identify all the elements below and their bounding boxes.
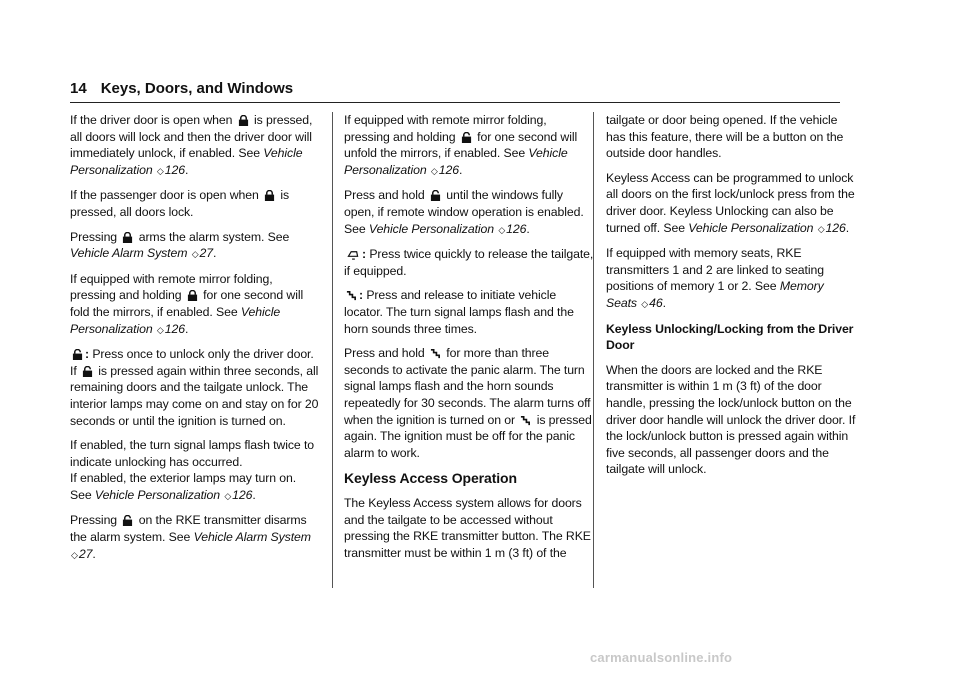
- reference-arrow-icon: ◇: [498, 224, 506, 235]
- vehicle-locator-icon: [520, 415, 531, 426]
- reference-arrow-icon: ◇: [817, 223, 825, 234]
- column-1: [70, 112, 320, 571]
- paragraph: If equipped with memory seats, RKE transmitters 1 and 2 are linked to seating positions of memory 1 or 2. See Memory Seats ◇46.: [606, 246, 824, 310]
- paragraph: : Press once to unlock only the driver door. If is pressed again within three seconds, all remaining doors and the tailgate unlock. The interior lamps may come on and stay on for 20 seconds or until the ignition is turned on.: [70, 347, 319, 428]
- vehicle-locator-icon: [346, 290, 357, 301]
- page-reference[interactable]: 27: [199, 246, 214, 261]
- page-reference[interactable]: 126: [164, 321, 185, 336]
- subheading: Keyless Unlocking/Locking from the Driver Door: [606, 321, 854, 353]
- paragraph: If enabled, the turn signal lamps flash twice to indicate unlocking has occurred. If enabled, the exterior lamps may turn on. See Vehicle Personalization ◇126.: [70, 438, 315, 502]
- cross-reference[interactable]: Vehicle Personalization: [70, 146, 303, 177]
- cross-reference[interactable]: Vehicle Personalization: [344, 146, 568, 177]
- unlock-icon: [461, 132, 472, 143]
- page-reference[interactable]: 126: [506, 221, 527, 236]
- paragraph: Pressing arms the alarm system. See Vehicle Alarm System ◇27.: [70, 229, 290, 261]
- paragraph: If equipped with remote mirror folding, pressing and holding for one second will fold the mirrors, if enabled. See Vehicle Personalization ◇126.: [70, 271, 304, 336]
- paragraph: Press and hold until the windows fully open, if remote window operation is enabled. See Vehicle Personalization ◇126.: [344, 188, 584, 236]
- reference-arrow-icon: ◇: [191, 249, 199, 260]
- lock-icon: [238, 115, 249, 126]
- page-number: 14: [70, 80, 87, 97]
- header-rule: [70, 102, 840, 103]
- unlock-icon: [430, 190, 441, 201]
- page-header: [70, 80, 840, 97]
- lock-icon: [122, 232, 133, 243]
- paragraph: : Press and release to initiate vehicle locator. The turn signal lamps flash and the horn sounds three times.: [344, 288, 574, 336]
- reference-arrow-icon: ◇: [430, 165, 438, 176]
- paragraph: If equipped with remote mirror folding, pressing and holding for one second will unfold the mirrors, if enabled. See Vehicle Personalization ◇126.: [344, 113, 578, 177]
- cross-reference[interactable]: Vehicle Personalization: [94, 487, 220, 502]
- reference-arrow-icon: ◇: [224, 490, 232, 501]
- column-divider: [332, 112, 333, 588]
- cross-reference[interactable]: Vehicle Alarm System: [193, 530, 311, 545]
- page-reference[interactable]: 27: [78, 546, 93, 561]
- paragraph: : Press twice quickly to release the tailgate, if equipped.: [344, 247, 594, 278]
- paragraph: The Keyless Access system allows for doors and the tailgate to be accessed without pressing the RKE transmitter button. The RKE transmitter must be within 1 m (3 ft) of the: [344, 496, 591, 561]
- paragraph: Keyless Access can be programmed to unlock all doors on the first lock/unlock press from the driver door. Keyless Unlocking can also be turned off. See Vehicle Personalization ◇126.: [606, 170, 855, 235]
- reference-arrow-icon: ◇: [156, 324, 164, 335]
- page-reference[interactable]: 46: [649, 295, 663, 310]
- lock-icon: [187, 290, 198, 301]
- paragraph: When the doors are locked and the RKE transmitter is within 1 m (3 ft) of the door handle, pressing the lock/unlock button on the driver door handle will unlock the driver door. If the lock/unlock button is pressed again within five seconds, all passenger doors and the tailgate will unlock.: [606, 362, 856, 477]
- paragraph: If the driver door is open when is pressed, all doors will lock and then the driver door will immediately unlock, if enabled. See Vehicle Personalization ◇126.: [70, 113, 313, 177]
- column-divider: [593, 112, 594, 588]
- cross-reference[interactable]: Memory Seats: [606, 279, 824, 310]
- cross-reference[interactable]: Vehicle Personalization: [70, 304, 281, 336]
- cross-reference[interactable]: Vehicle Alarm System: [70, 246, 188, 261]
- unlock-icon: [72, 349, 83, 360]
- paragraph: If the passenger door is open when is pressed, all doors lock.: [70, 188, 290, 219]
- unlock-icon: [122, 515, 133, 526]
- column-3: [606, 112, 856, 486]
- page-reference[interactable]: 126: [232, 487, 253, 502]
- page-reference[interactable]: 126: [438, 162, 459, 177]
- paragraph: Pressing on the RKE transmitter disarms the alarm system. See Vehicle Alarm System ◇27.: [70, 513, 311, 561]
- reference-arrow-icon: ◇: [641, 298, 649, 309]
- cross-reference[interactable]: Vehicle Personalization: [368, 221, 494, 236]
- chapter-title: Keys, Doors, and Windows: [100, 80, 294, 97]
- cross-reference[interactable]: Vehicle Personalization: [688, 220, 814, 235]
- tailgate-icon: [346, 249, 360, 260]
- reference-arrow-icon: ◇: [156, 165, 164, 176]
- vehicle-locator-icon: [430, 348, 441, 359]
- column-2: [344, 112, 594, 570]
- page-reference[interactable]: 126: [164, 162, 185, 177]
- section-heading: Keyless Access Operation: [344, 470, 517, 487]
- paragraph: Press and hold for more than three seconds to activate the panic alarm. The turn signal lamps flash and the horn sounds repeatedly for 30 seconds. The alarm turns off when the ignition is turned on or is pressed again. The ignition must be off for the panic alarm to work.: [344, 346, 592, 460]
- lock-icon: [264, 190, 275, 201]
- unlock-icon: [82, 366, 93, 377]
- paragraph: tailgate or door being opened. If the vehicle has this feature, there will be a button on the outside door handles.: [606, 113, 844, 161]
- reference-arrow-icon: ◇: [71, 549, 78, 560]
- page-reference[interactable]: 126: [825, 220, 846, 235]
- footer-watermark: carmanualsonline.info: [590, 650, 733, 665]
